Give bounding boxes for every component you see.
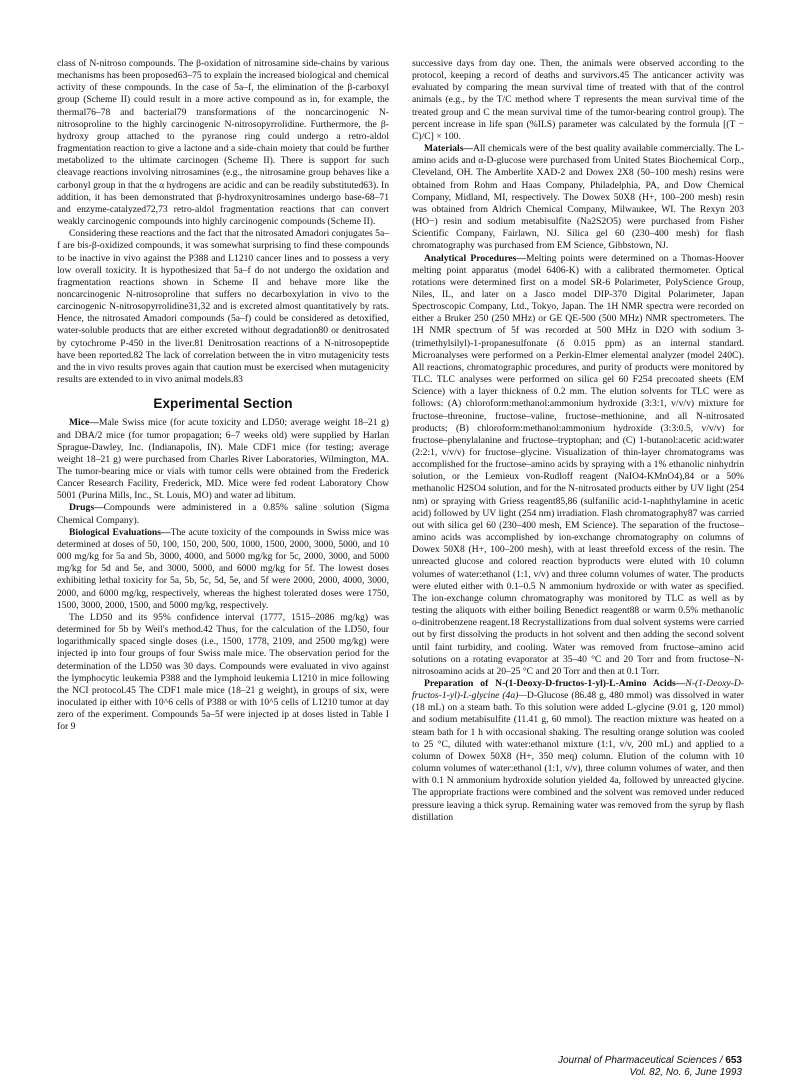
paragraph: Considering these reactions and the fact that the nitrosated Amadori conjugates 5a–f are bis-β-oxidized compounds, it was somewhat surprising to find these compounds to be inactive in vivo against the P388 and L1210 cancer lines and to possess a very low overall toxicity. It is hypothesized that 5a–f do not undergo the oxidation and fragmentation reactions shown in Scheme II and behave more like the noncarcinogenic N-nitrosoproline that suffers no decarboxylation in vivo to the carcinogenic N-nitrosopyrrolidine31,32 and is excreted almost quantitatively by rats. Hence, the nitrosated Amadori compounds (5a–f) could be considered as detoxified, water-soluble products that are either excreted without degradation80 or denitrosated by cytochrome P-450 in the liver.81 Denitrosation reactions of a N-nitrosopeptide have been reported.82 The lack of correlation between the in vitro mutagenicity tests and the in vivo results proves again that caution must be exercised when mutagenicity results are extended to in vivo animal models.83 xyxy=(57,228,389,386)
footer-journal-line xyxy=(558,1055,742,1067)
paragraph: successive days from day one. Then, the animals were observed according to the protocol, keeping a record of deaths and survivors.45 The anticancer activity was evaluated by comparing the mean survival time of treated with that of the control animals (e.g., by the T/C method where T represents the mean survival time of the treated group and C the mean survival time of the tumor-bearing control group). The percent increase in life span (%ILS) parameter was calculated by the formula [(T − C)/C] × 100. xyxy=(412,58,744,142)
run-in-heading: Analytical Procedures— xyxy=(424,252,527,264)
run-in-heading: Materials— xyxy=(424,143,474,155)
paragraph-analytical xyxy=(412,253,744,678)
paragraph-text: Melting points were determined on a Thomas-Hoover melting point apparatus (model 6406-K) with a calibrated thermometer. Optical rotations were determined first on a model SR-6 Polarimeter, PolyScience Group, Niles, IL, and later on a Jasco model DIP-370 Digital Polarimeter, Japan Spectroscopic Company, Ltd., Tokyo, Japan. The 1H NMR spectra were recorded on either a Bruker 250 (250 MHz) or GE QE-500 (500 MHz) NMR spectrometers. The 1H NMR spectrum of 5f was recorded at 500 MHz in D2O with sodium 3-(trimethylsilyl)-1-propanesulfonate (δ 0.015 ppm) as an internal standard. Microanalyses were performed on a Perkin-Elmer elemental analyzer (model 240C). All reactions, chromatographic procedures, and purity of products were monitored by TLC. TLC analyses were performed on silica gel 60 F254 precoated sheets (EM Science) with a layer thickness of 0.2 mm. The elution solvents for TLC were as follows: (A) chloroform:methanol:ammonium hydroxide (3:3:1, v/v/v) mixture for fructose–threonine, fructose–valine, fructose–methionine, and all N-nitrosated products; (B) chloroform:methanol:ammonium hydroxide (3:3:0.5, v/v/v) for fructose–phenylalanine and fructose–tryptophan; and (C) 1-butanol:acetic acid:water (2:2:1, v/v/v) for fructose–glycine. Visualization of thin-layer chromatograms was accomplished for the fructose–amino acids by spraying with a 1% ethanolic ninhydrin solution, or the Lemieux von-Rudloff reagent (NaIO4-KMnO4),84 or a 50% methanolic H2SO4 solution, and for the N-nitrosated products either by UV light (254 nm) or spraying with Griess reagent85,86 (sulfanilic acid-1-naphthylamine in acetic acid) followed by UV light (254 nm) irradiation. Flash chromatography87 was carried out with silica gel 60 (230–400 mesh, EM Science). The separation of the fructose–amino acids was accomplished by ion-exchange chromatography on columns of Dowex 50X8 (H+, 100–200 mesh), with at least threefold excess of the resin. The unreacted glucose and colored reaction byproducts were eluted with 10 column volumes of water:ethanol (1:1, v/v) and three column volumes of water. The products were eluted either with 0.1–0.5 N ammonium hydroxide or with water as specified. The ion-exchange column chromatography was monitored by TLC as well as by testing the aliquots with either boiling Benedict reagent88 or warm 0.5% methanolic o-dinitrobenzene reagent.18 Recrystallizations from dual solvent systems were carried out by first dissolving the products in hot solvent and then adding the second solvent until faint turbidity, and cooling. Water was removed from fructose–amino acid solutions on a rotating evaporator at 35–40 °C and 20 Torr and from fructose–N-nitrosoamino acids at 20–25 °C and 20 Torr and then at 0.1 Torr. xyxy=(412,252,744,677)
paragraph-materials xyxy=(412,143,744,252)
compound-heading: N-(1-Deoxy-D-fructos-1-yl)-L-glycine (4a)— xyxy=(412,677,744,702)
run-in-heading: Drugs— xyxy=(69,502,104,514)
paragraph-drugs xyxy=(57,502,389,526)
footer-volume: Vol. 82, No. 6, June 1993 xyxy=(629,1067,742,1078)
paragraph: The LD50 and its 95% confidence interval (1777, 1515–2086 mg/kg) was determined for 5b by Weil's method.42 Thus, for the calculation of the LD50, four logarithmically spaced single doses (i.e., 1500, 1778, 2109, and 2500 mg/kg) were injected ip into four groups of four Swiss male mice. The observation period for the determination of the LD50 was 30 days. Compounds were evaluated in vivo against the lymphocytic leukemia P388 and the lymphoid leukemia L1210 in mice following the NCI protocol.45 The CDF1 male mice (18–21 g weight), in groups of six, were inoculated ip either with 10^6 cells of P388 or with 10^5 cells of L1210 tumor at day zero of the experiment. Compounds 5a–5f were injected ip at doses listed in Table I for 9 xyxy=(57,611,389,733)
paragraph-mice xyxy=(57,417,389,502)
paragraph-preparation xyxy=(412,678,744,824)
journal-name: Journal of Pharmaceutical Sciences / xyxy=(558,1055,726,1066)
paragraph-text: Compounds were administered in a 0.85% saline solution (Sigma Chemical Company). xyxy=(57,502,389,526)
paragraph-text: Male Swiss mice (for acute toxicity and LD50; average weight 18–21 g) and DBA/2 mice (for tumor propagation; 6–7 weeks old) were supplied by Harlan Sprague-Dawley, Inc. (Indianapolis, IN). Male CDF1 mice (for testing; average weight 18–21 g) were purchased from Charles River Laboratories, Wilmington, MA. The tumor-bearing mice or vials with tumor cells were obtained from the Frederick Cancer Research Facility, Frederick, MD. Mice were fed rodent Laboratory Chow 5001 (Purina Mills, Inc., St. Louis, MO) and water ad libitum. xyxy=(57,417,389,502)
paragraph-biological xyxy=(57,527,389,612)
left-column xyxy=(57,58,389,733)
right-column xyxy=(412,58,744,824)
paragraph-text: D-Glucose (86.48 g, 480 mmol) was dissolved in water (18 mL) on a steam bath. To this solution were added L-glycine (9.01 g, 120 mmol) and sodium metabisulfite (11.41 g, 60 mmol). The reaction mixture was heated on a steam bath for 1 h with occasional shaking. The resulting orange solution was cooled to 25 °C, diluted with water:ethanol mixture (1:1, v/v, 200 mL) and applied to a column of Dowex 50X8 (H+, 350 meq) column. Elution of the column with 10 column volumes of water:ethanol (1:1, v/v), three column volumes of water, and then with 0.1 N ammonium hydroxide solution yielded 4a, followed by unreacted glycine. The appropriate fractions were combined and the solvent was removed under reduced pressure leaving a thick syrup. Remaining water was removed from the syrup by flash distillation xyxy=(412,690,744,823)
run-in-heading: Mice— xyxy=(69,417,99,429)
page-footer xyxy=(558,1055,742,1079)
run-in-heading: Biological Evaluations— xyxy=(69,526,171,538)
run-in-heading: Preparation of N-(1-Deoxy-D-fructos-1-yl)-L-Amino Acids— xyxy=(424,677,686,689)
paragraph: class of N-nitroso compounds. The β-oxidation of nitrosamine side-chains by various mechanisms has been proposed63–75 to explain the increased biological and chemical activity of these compounds. In the case of 5a–f, the elimination of the β-carboxyl group (Scheme II) could result in a more active compound as in, for example, the thermal76–78 and bacterial79 transformations of the noncarcinogenic N-nitrosoproline to the highly carcinogenic N-nitrosopyrrolidine. Furthermore, the β-hydroxy group attached to the pyranose ring could undergo a retro-aldol fragmentation reaction to give a lactone and a side-chain moiety that could be further metabolized to the ultimate carcinogen (Scheme II). There is support for such cleavage reactions involving nitrosamines (e.g., the nitrosamine group behaves like a carbonyl group in that the α hydrogens are acidic and can be readily substituted63). In addition, it has been demonstrated that β-hydroxynitrosamines undergo base-68–71 and enzyme-catalyzed72,73 retro-aldol fragmentation reactions that can convert weakly carcinogenic compounds into highly carcinogenic compounds (Scheme II). xyxy=(57,58,389,228)
section-title: Experimental Section xyxy=(153,396,293,412)
page-number: 653 xyxy=(725,1055,742,1066)
paragraph-text: The acute toxicity of the compounds in Swiss mice was determined at doses of 50, 100, 150, 200, 500, 1000, 1500, 2000, 3000, 5000, and 10 000 mg/kg for 5a and 5b, 3000, 4000, and 5000 mg/kg for 5c, 2000, 3000, and 5000 mg/kg for 5d and 5e, and 3000, 5000, and 6000 mg/kg for 5f. The lowest doses exhibiting lethal toxicity for 5a, 5b, 5c, 5d, 5e, and 5f were 2000, 2000, 4000, 3000, 2000, and 6000 mg/kg, respectively, whereas the highest tolerated doses were 1750, 1500, 3000, 2000, 1500, and 5000 mg/kg, respectively. xyxy=(57,526,390,611)
paragraph-text: All chemicals were of the best quality available commercially. The L-amino acids and α-D-glucose were purchased from United States Biochemical Corp., Cleveland, OH. The Amberlite XAD-2 and Dowex 2X8 (50–100 mesh) resins were obtained from Rohm and Haas Company, Philadelphia, PA, and Dow Chemical Company, Midland, MI, respectively. The Dowex 50X8 (H+, 100–200 mesh) resin was obtained from Aldrich Chemical Company, Milwaukee, WI. The Rexyn 203 (HO−) resin and sodium metabisulfite (Na2S2O5) were purchased from Fisher Scientific Company, Fairlawn, NJ. Silica gel 60 (230–400 mesh) for flash chromatography was purchased from EM Science, Gibbstown, NJ. xyxy=(412,143,744,252)
